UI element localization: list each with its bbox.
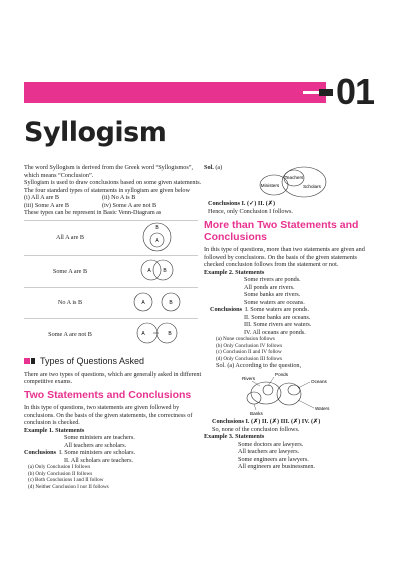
- conclusion-line: [204, 306, 372, 314]
- options-list: [204, 336, 372, 362]
- venn-letter: B: [163, 268, 167, 274]
- solution-1-block: [204, 164, 372, 200]
- statement-line: Some ministers are teachers.: [64, 434, 135, 441]
- conclusion-line: II. Some banks are oceans.: [244, 313, 311, 321]
- conclusion-line: IV. All oceans are ponds.: [244, 328, 306, 336]
- statement-types-row-2: [24, 202, 204, 210]
- more-statements-paragraph: In this type of questions, more than two statements are given and followed by conclusions. On the basis of the given statements checked conclusion follows from the statement or not.: [204, 246, 365, 268]
- venn-letter: B: [169, 299, 173, 306]
- venn-row: [24, 256, 198, 288]
- more-statements-heading: More than Two Statements and Conclusions: [204, 219, 359, 243]
- statement-line: Some banks are rivers.: [244, 291, 301, 298]
- example-1-label: Example 1. Statements: [24, 426, 85, 434]
- statement-type: (iv) Some A are not B: [102, 201, 157, 209]
- conclusion-line: [24, 449, 204, 457]
- venn-letter: A: [141, 299, 145, 306]
- venn-label: Teachers: [284, 175, 304, 180]
- banner-accent-black: [319, 89, 333, 96]
- venn-label: Ponds: [275, 371, 289, 377]
- conclusions-label: Conclusions: [210, 306, 242, 313]
- conclusion-text: I. Some ministers are scholars.: [59, 449, 136, 456]
- solution-1-venn: [250, 164, 330, 200]
- solution-2-check: Conclusions I. (✗) II. (✗) III. (✗) IV. (✗): [212, 418, 321, 426]
- solution-2-venn: [204, 370, 354, 416]
- statement-type: (i) All A are B: [24, 194, 60, 201]
- statement-line: Some doctors are lawyers.: [238, 440, 304, 448]
- example-2-label: Example 2. Statements: [204, 268, 265, 276]
- statement-line: Some waters are oceans.: [244, 298, 305, 306]
- option-item: (a) Only Conclusion I follows: [28, 464, 91, 470]
- venn-row-label: Some A are not B: [24, 319, 116, 350]
- venn-diagram-none: [116, 287, 198, 319]
- statement-line: All ponds are rivers.: [244, 283, 295, 291]
- option-item: (d) Only Conclusion III follows: [216, 355, 282, 362]
- types-heading-text: Types of Questions Asked: [40, 355, 145, 366]
- sol-answer: (a): [215, 164, 223, 171]
- solution-label: [204, 164, 250, 172]
- option-item: (c) Conclusion II and IV follow: [216, 349, 282, 356]
- right-column: [204, 164, 372, 471]
- options-list: [24, 464, 204, 490]
- venn-letter: A: [141, 331, 145, 337]
- option-item: (d) Neither Conclusion I nor II follows: [28, 483, 109, 490]
- option-item: (c) Both Conclusions I and II follow: [28, 477, 104, 484]
- venn-label: Banks: [250, 410, 263, 416]
- venn-row: [24, 319, 198, 350]
- types-paragraph: There are two types of questions, which are generally asked in different competitive exams.: [24, 370, 202, 385]
- venn-label: Ministers: [260, 183, 280, 188]
- statement-line: Some rivers are ponds.: [244, 276, 301, 283]
- statement-line: Some engineers are lawyers.: [238, 455, 309, 463]
- venn-row: [24, 287, 198, 319]
- venn-row-label: No A is B: [24, 287, 116, 319]
- statement-types-row-1: [24, 194, 204, 202]
- intro-paragraph-3: The four standard types of statements in syllogism are given below: [24, 186, 190, 194]
- solution-1-result: Hence, only Conclusion I follows.: [208, 207, 293, 215]
- venn-diagram-some: [116, 256, 198, 288]
- chapter-title: Syllogism: [24, 117, 167, 148]
- venn-letter: A: [155, 237, 159, 244]
- venn-label: Waters: [315, 405, 330, 411]
- statement-type: (ii) No A is B: [102, 194, 136, 201]
- intro-paragraph-1: The word Syllogism is derived from the Greek word “Syllogismos”, which means “Conclusion”.: [24, 164, 194, 179]
- statement-line: All teachers are scholars.: [64, 441, 127, 449]
- option-item: (b) Only Conclusion IV follows: [216, 342, 283, 349]
- option-item: (a) None conclusion follows: [216, 336, 275, 342]
- conclusion-line: III. Some rivers are waters.: [244, 321, 312, 328]
- venn-row-label: All A are B: [24, 220, 116, 256]
- chapter-number: 01: [336, 71, 375, 112]
- conclusion-text: I. Some waters are ponds.: [245, 306, 309, 313]
- heading-square-icon: [24, 358, 30, 364]
- venn-label: Oceans: [311, 378, 327, 384]
- conclusion-line: II. All scholars are teachers.: [64, 456, 134, 464]
- venn-letter: B: [155, 224, 159, 231]
- types-heading: [24, 356, 204, 367]
- venn-letter: B: [168, 331, 172, 337]
- left-column: [24, 164, 204, 490]
- solution-1-check: Conclusions I. (✓) II. (✗): [208, 200, 276, 207]
- heading-square-icon: [31, 358, 35, 364]
- statement-line: All engineers are businessmen.: [238, 463, 315, 471]
- venn-label: Scholars: [303, 184, 321, 189]
- venn-diagram-some-not: [116, 319, 198, 350]
- venn-diagram-all: [116, 220, 198, 256]
- intro-paragraph-4: These types can be represent in Basic Venn-Diagram as: [24, 209, 162, 216]
- statement-type: (iii) Some A are B: [24, 201, 70, 209]
- statement-line: All teachers are lawyers.: [238, 448, 300, 456]
- solution-2-label: Sol. (a) According to the question,: [216, 362, 302, 370]
- solution-2-result: So, none of the conclusion follows.: [212, 425, 300, 433]
- intro-paragraph-2: Syllogism is used to draw conclusions based on some given statements.: [24, 179, 202, 186]
- venn-diagram-table: [24, 220, 198, 350]
- venn-letter: A: [147, 268, 151, 274]
- two-statements-paragraph: In this type of questions, two statements are given followed by conclusions. On the basis of the given statements, the correctness of conclusion is checked.: [24, 404, 193, 426]
- chapter-banner: [24, 82, 326, 103]
- sol-label: Sol.: [204, 164, 214, 171]
- venn-row-label: Some A are B: [24, 256, 116, 288]
- venn-row: [24, 220, 198, 256]
- two-statements-heading: Two Statements and Conclusions: [24, 388, 192, 401]
- conclusions-label: Conclusions: [24, 449, 56, 456]
- option-item: (b) Only Conclusion II follows: [28, 470, 93, 477]
- example-3-label: Example 3. Statements: [204, 433, 265, 441]
- venn-label: Rivers: [242, 375, 256, 381]
